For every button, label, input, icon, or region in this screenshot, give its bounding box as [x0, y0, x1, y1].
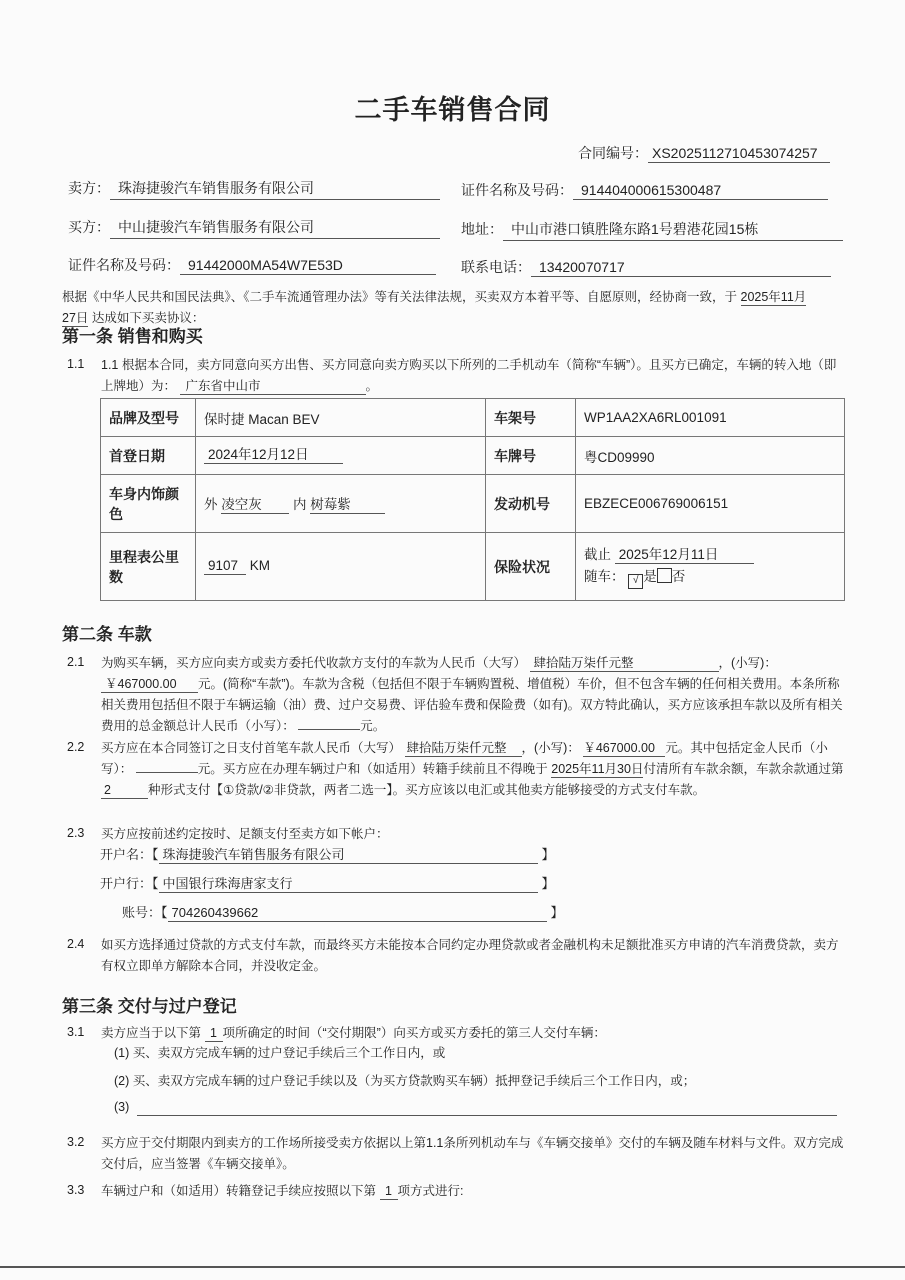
delivery-option-3: (3)	[114, 1097, 837, 1117]
seller-id-value: 914404000615300487	[573, 182, 828, 200]
clause-3-2-number: 3.2	[67, 1135, 85, 1149]
seller-id-label: 证件名称及号码：	[461, 182, 573, 198]
mileage-label: 里程表公里数	[101, 533, 196, 601]
vin-value: WP1AA2XA6RL001091	[576, 399, 845, 437]
clause-2-1: 为购买车辆，买方应向卖方或卖方委托代收款方支付的车款为人民币（大写） 肆拾陆万柒仟元整 ，(小写)： ￥467000.00 元。(简称“车款”)。车款为含税（包括但不限于车辆购置税、增值税）车价，但不包含车辆的任何相关费用。本条所称相关费用包括但不限于车辆运输（油）费、过户交易费、评估验车费和保险费（如有)。双方特此确认，买方应该承担车款以及所有相关费用的总金额总计人民币（小写）： 元。	[101, 656, 843, 733]
delivery-option-1: (1) 买、卖双方完成车辆的过户登记手续后三个工作日内，或	[114, 1046, 446, 1060]
delivery-option-3-blank	[137, 1099, 837, 1116]
clause-2-2: 买方应在本合同签订之日支付首笔车款人民币（大写） 肆拾陆万柒仟元整 ，(小写)： ￥467000.00 元。其中包括定金人民币（小写）： 元。买方应在办理车辆过户和（如适用）转籍手续前且不得晚于 2025年11月30日付清所有车款余额，车款余款通过第 2 种形式支付【①贷款/②非贷款，两者二选一】。买方应该以电汇或其他卖方能够接受的方式支付车款。	[101, 741, 844, 797]
color-label: 车身内饰颜色	[101, 475, 196, 533]
clause-1-1-number: 1.1	[67, 357, 85, 371]
buyer-id-label: 证件名称及号码：	[68, 257, 180, 273]
clause-1-1: 1.1 根据本合同，卖方同意向买方出售、买方同意向卖方购买以下所列的二手机动车（简称“车辆”）。且买方已确定，车辆的转入地（即上牌地）为： 广东省中山市 。	[101, 358, 837, 393]
preamble: 根据《中华人民共和国民法典》、《二手车流通管理办法》等有关法律法规，买卖双方本着平等、自愿原则，经协商一致，于 2025年11月 27日 达成如下买卖协议：	[62, 290, 807, 325]
buyer-address-label: 地址：	[461, 221, 503, 237]
clause-2-4: 如买方选择通过贷款的方式支付车款，而最终买方未能按本合同约定办理贷款或者金融机构未足额批准买方申请的汽车消费贷款，卖方有权立即单方解除本合同，并没收定金。	[101, 938, 839, 973]
deposit-blank	[136, 772, 198, 773]
buyer-id-value: 91442000MA54W7E53D	[180, 257, 436, 275]
with-car-yes-checkbox[interactable]: √	[628, 574, 643, 589]
account-number: 704260439662	[168, 905, 547, 922]
plate-value: 粤CD09990	[576, 437, 845, 475]
balance-deadline: 2025年11月30日	[551, 762, 644, 776]
account-name: 珠海捷骏汽车销售服务有限公司	[159, 847, 538, 864]
page-bottom-rule	[0, 1266, 905, 1268]
insurance-label: 保险状况	[486, 533, 576, 601]
clause-3-1: 卖方应当于以下第 1 项所确定的时间（“交付期限”）向买方或买方委托的第三人交付车辆：	[101, 1026, 606, 1040]
with-car-no-checkbox[interactable]	[657, 568, 672, 583]
bank-name: 中国银行珠海唐家支行	[159, 876, 538, 893]
first-payment-uppercase: 肆拾陆万柒仟元整	[405, 740, 522, 757]
payment-method: 2	[101, 782, 148, 799]
mileage-value: 9107	[204, 558, 246, 575]
clause-3-3-number: 3.3	[67, 1183, 85, 1197]
clause-2-4-number: 2.4	[67, 937, 85, 951]
clause-3-2: 买方应于交付期限内到卖方的工作场所接受卖方依据以上第1.1条所列机动车与《车辆交接单》交付的车辆及随车材料与文件。双方完成交付后，应当签署《车辆交接单》。	[101, 1136, 844, 1171]
contract-number-value: XS2025112710453074257	[648, 145, 830, 163]
total-amount-blank	[298, 729, 360, 730]
account-name-row: 开户名：【 珠海捷骏汽车销售服务有限公司 】	[100, 847, 555, 862]
buyer-label: 买方：	[68, 219, 110, 235]
insurance-until: 2025年12月11日	[615, 547, 754, 564]
mileage-unit: KM	[249, 558, 271, 573]
account-number-row: 账号：【 704260439662 】	[122, 905, 564, 920]
document-title: 二手车销售合同	[354, 95, 551, 125]
contract-number	[578, 143, 830, 163]
buyer-phone-value: 13420070717	[531, 259, 831, 277]
clause-2-3-number: 2.3	[67, 826, 85, 840]
vehicle-info-table: 品牌及型号 保时捷 Macan BEV 车架号 WP1AA2XA6RL001091 首登日期 2024年12月12日 车牌号 粤CD09990 车身内饰颜色 外 凌空灰 内 树莓紫 发动机号 EBZECE006769006151 里程表公里数 9107 KM 保险状况 截止 2025年12月11日 随车： √ 是 否	[100, 398, 845, 601]
first-registration-value: 2024年12月12日	[204, 447, 343, 464]
engine-label: 发动机号	[486, 475, 576, 533]
buyer-name: 中山捷骏汽车销售服务有限公司	[110, 217, 440, 239]
buyer-phone-label: 联系电话：	[461, 259, 531, 275]
first-payment-lowercase: ￥467000.00	[583, 740, 665, 757]
article-1-heading: 第一条 销售和购买	[62, 327, 203, 346]
vin-label: 车架号	[486, 399, 576, 437]
agreement-date-part2: 27日	[62, 311, 89, 325]
registration-place: 广东省中山市	[180, 378, 366, 395]
clause-3-1-number: 3.1	[67, 1025, 85, 1039]
contract-number-label: 合同编号：	[578, 145, 648, 161]
delivery-option-2: (2) 买、卖双方完成车辆的过户登记手续以及（为买方贷款购买车辆）抵押登记手续后三个工作日内，或；	[114, 1074, 696, 1088]
exterior-color: 凌空灰	[221, 497, 289, 514]
price-lowercase: ￥467000.00	[101, 676, 198, 693]
plate-label: 车牌号	[486, 437, 576, 475]
clause-2-1-number: 2.1	[67, 655, 85, 669]
delivery-option: 1	[205, 1025, 223, 1042]
clause-2-3: 买方应按前述约定按时、足额支付至卖方如下帐户：	[101, 827, 389, 841]
seller-label: 卖方：	[68, 180, 110, 196]
agreement-date-part1: 2025年11月	[740, 290, 807, 304]
interior-color: 树莓紫	[310, 497, 385, 514]
brand-value: 保时捷 Macan BEV	[196, 399, 486, 437]
first-registration-label: 首登日期	[101, 437, 196, 475]
brand-label: 品牌及型号	[101, 399, 196, 437]
engine-value: EBZECE006769006151	[576, 475, 845, 533]
buyer-address-value: 中山市港口镇胜隆东路1号碧港花园15栋	[503, 219, 843, 241]
price-uppercase: 肆拾陆万柒仟元整	[530, 655, 719, 672]
seller-name: 珠海捷骏汽车销售服务有限公司	[110, 178, 440, 200]
article-3-heading: 第三条 交付与过户登记	[62, 997, 237, 1016]
article-2-heading: 第二条 车款	[62, 625, 152, 644]
transfer-option: 1	[380, 1183, 398, 1200]
clause-2-2-number: 2.2	[67, 740, 85, 754]
bank-row: 开户行：【 中国银行珠海唐家支行 】	[100, 876, 555, 891]
clause-3-3: 车辆过户和（如适用）转籍登记手续应按照以下第 1 项方式进行:	[101, 1184, 464, 1198]
